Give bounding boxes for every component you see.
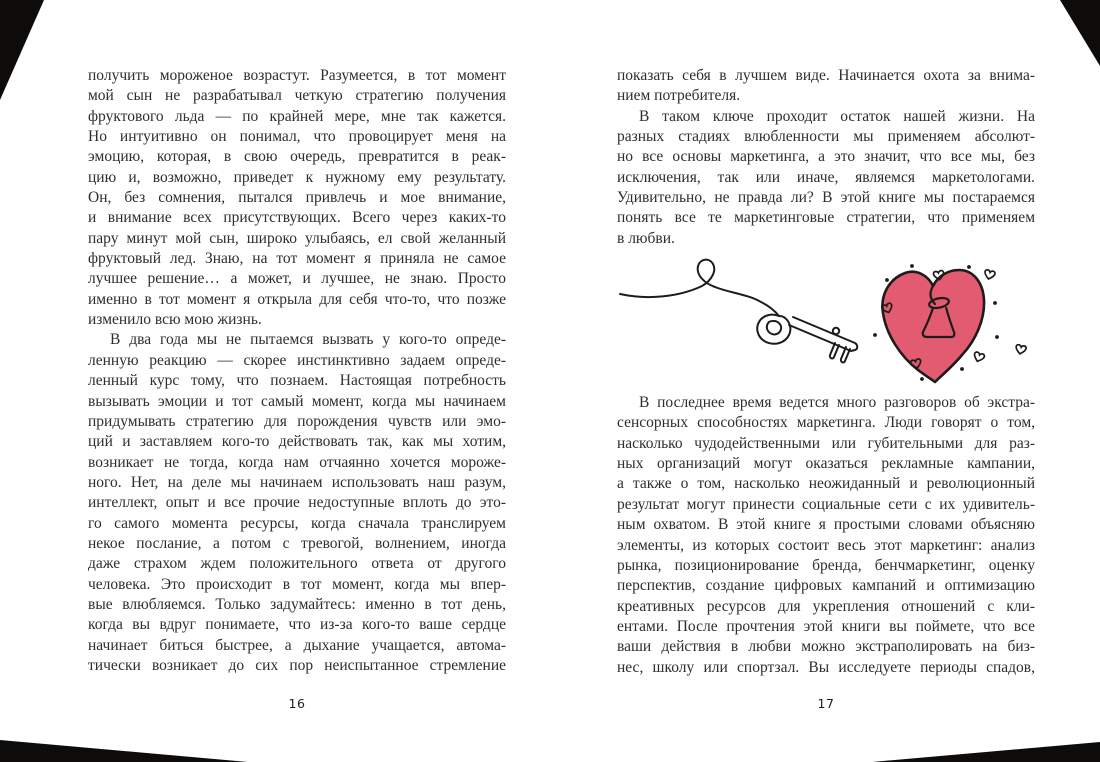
text-line: В последнее время ведется много разговоров об экстра- — [639, 394, 1035, 412]
page-right-text-column — [617, 66, 1035, 678]
illustration-svg — [617, 255, 1035, 387]
text-line: пару минут мой сын, широко улыбаясь, ел свой желанный — [88, 229, 506, 247]
text-line: вызывать эмоции и тот самый момент, когда мы начинаем — [88, 392, 506, 410]
text-line: го самого момента ресурсы, когда сначала транслируем — [88, 514, 506, 532]
text-line: фруктового льда — по крайней мере, мне так кажется. — [88, 107, 506, 125]
text-line: ентами. После прочтения этой книги вы поймете, что все — [617, 617, 1035, 635]
text-line: и внимание всех присутствующих. Всего через каких-то — [88, 209, 506, 227]
text-line: показать себя в лучшем виде. Начинается охота за внима- — [617, 67, 1035, 84]
text-line: ного. Нет, на деле мы начинаем использовать наш разум, — [88, 473, 506, 491]
page-left-text-column — [88, 66, 506, 676]
text-line: придумывать стратегию для порождения чувств или эмо- — [88, 412, 506, 430]
text-line: В таком ключе проходит остаток нашей жизни. На — [639, 107, 1035, 125]
text-line: понять все те маркетинговые стратегии, что применяем — [617, 209, 1035, 227]
text-line: элементы, из которых состоит весь этот маркетинг: анализ — [617, 536, 1035, 554]
text-line: результат могут принести социальные сети с их удивитель- — [617, 495, 1035, 513]
text-line: ций и заставляем кого-то действовать так, как мы хотим, — [88, 433, 506, 451]
text-line: возникает не тогда, когда нам отчаянно хочется мороже- — [88, 453, 506, 471]
text-line: вые влюбляемся. Только задумайтесь: именно в тот день, — [88, 595, 506, 613]
text-line: насколько чудодейственными или губительными для раз- — [617, 434, 1035, 452]
text-line: креативных ресурсов для укрепления отношений с кли- — [617, 597, 1035, 615]
text-line: в любви. — [617, 229, 675, 247]
text-line: перспектив, создание цифровых кампаний и оптимизацию — [617, 577, 1035, 595]
photo-corner-shadow-top-left — [0, 0, 44, 100]
text-line: мой сын не разрабатывал четкую стратегию получения — [88, 87, 506, 105]
text-line: ным охватом. В этой книге я простыми словами объясняю — [617, 516, 1035, 534]
text-line: В два года мы не пытаемся вызвать у кого-то опреде- — [110, 331, 506, 349]
page-number-right: 17 — [817, 696, 835, 711]
text-line: человека. Это происходит в тот момент, когда мы впер- — [88, 575, 506, 593]
text-line: интеллект, опыт и все прочие недоступные вплоть до это- — [88, 494, 506, 512]
page-right — [617, 0, 1035, 762]
text-line: именно в тот момент я открыла для себя что-то, что позже — [88, 290, 506, 308]
text-line: исключения, так или иначе, являемся маркетологами. — [617, 168, 1035, 186]
text-line: рынка, позиционирование бренда, бенчмаркетинг, оценку — [617, 556, 1035, 574]
text-line: даже страхом ждем положительного ответа от другого — [88, 555, 506, 573]
text-line: некое послание, а потом с тревогой, волнением, иногда — [88, 534, 506, 552]
text-line: Удивительно, не правда ли? В этой книге мы постараемся — [617, 189, 1035, 207]
text-line: ваши действия в любви можно экстраполировать на биз- — [617, 638, 1035, 656]
text-line: но все основы маркетинга, а это значит, что все мы, без — [617, 148, 1035, 166]
text-line: начинает биться быстрее, а дыхание учащается, автома- — [88, 636, 506, 654]
text-line: ных организаций могут оказаться рекламные кампании, — [617, 455, 1035, 473]
text-line: нием потребителя. — [617, 87, 741, 105]
text-line: эмоцию, которая, в свою очередь, превратится в реак- — [88, 148, 506, 166]
text-line: ленный курс тому, что познаем. Настоящая потребность — [88, 372, 506, 390]
page-left — [88, 0, 506, 762]
text-line: изменило всю мою жизнь. — [88, 311, 262, 329]
heart-with-keyhole-icon — [882, 270, 984, 382]
text-line: Но интуитивно он понимал, что провоцирует меня на — [88, 128, 506, 146]
text-line: получить мороженое возрастут. Разумеется, в тот момент — [88, 67, 506, 84]
text-line: когда вы вдруг понимаете, что из-за кого-то ваше сердце — [88, 616, 506, 634]
text-line: нес, школу или спортзал. Вы исследуете периоды спадов, — [617, 658, 1035, 676]
text-line: ленную реакцию — скорее инстинктивно задаем опреде- — [88, 351, 506, 369]
text-line: сенсорных способностях маркетинга. Люди говорят о том, — [617, 414, 1035, 432]
text-line: лучшее решение… а может, и лучшее, не знаю. Просто — [88, 270, 506, 288]
photo-corner-shadow-top-right — [1060, 0, 1100, 66]
text-line: фруктовый лед. Знаю, на тот момент я приняла не самое — [88, 250, 506, 268]
text-line: Он, без сомнения, пытался привлечь и мое внимание, — [88, 189, 506, 207]
text-line: тически возникает до сих пор неиспытанное стремление — [88, 656, 506, 674]
text-line: разных стадиях влюбленности мы применяем абсолют- — [617, 128, 1035, 146]
text-line: цию и, возможно, приведет к нужному ему результату. — [88, 168, 506, 186]
page-number-left: 16 — [288, 696, 306, 711]
key-line-doodle-icon — [620, 260, 857, 363]
key-and-heart-illustration — [617, 255, 1035, 387]
text-line: а также о том, насколько неожиданный и революционный — [617, 475, 1035, 493]
